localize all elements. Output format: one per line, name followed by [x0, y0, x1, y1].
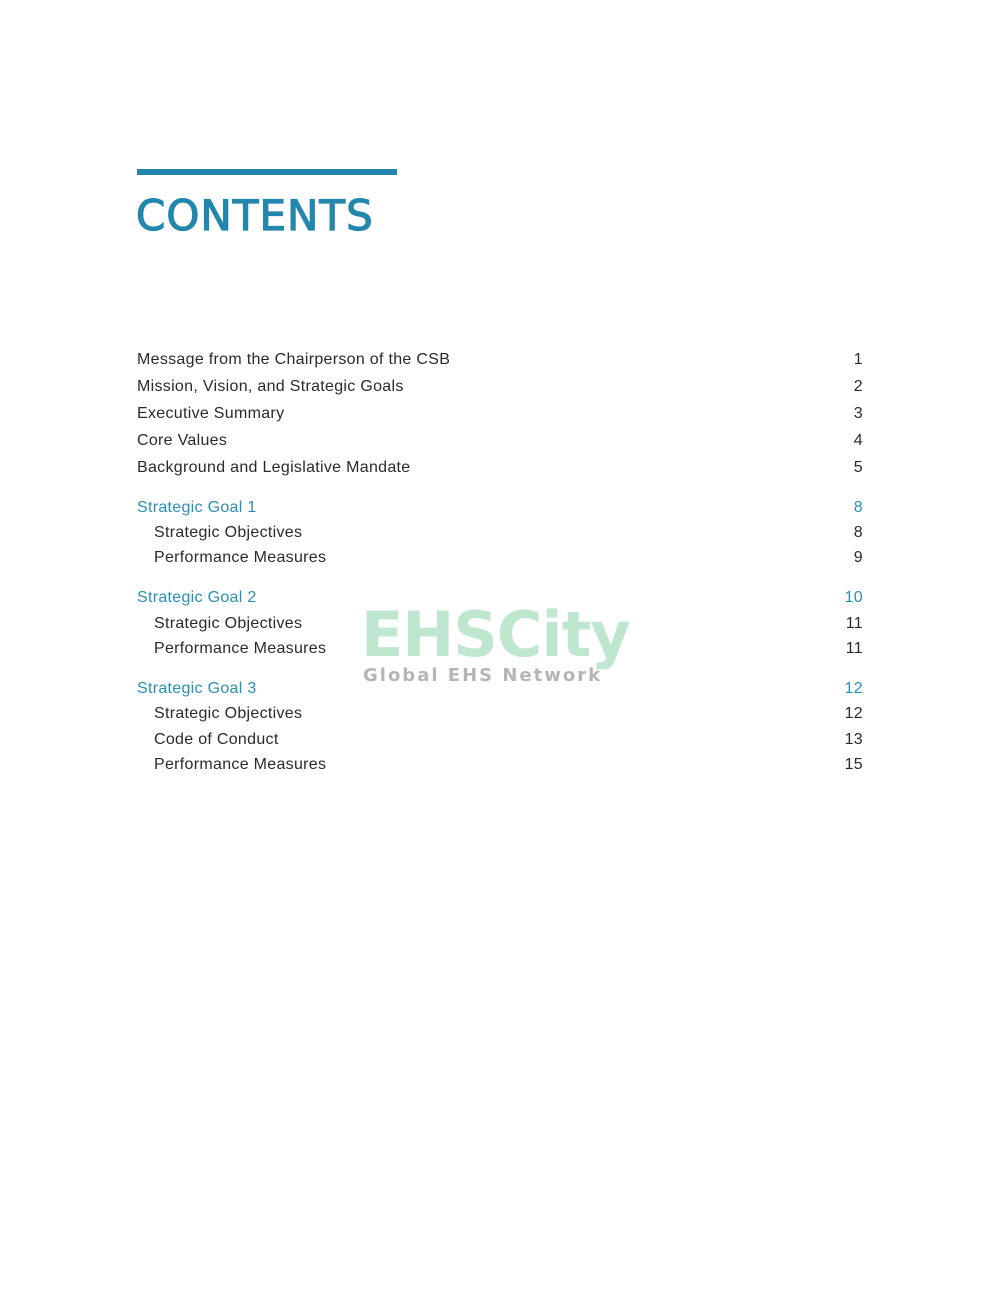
toc-entry-page-number: 1	[853, 351, 863, 368]
toc-entry-page-number: 2	[853, 378, 863, 395]
toc-entry-label: Strategic Objectives	[154, 524, 303, 541]
toc-entry-page-number: 8	[853, 524, 863, 541]
toc-entry-strategic-goal-2[interactable]	[137, 586, 863, 610]
toc-entry-page-number: 4	[853, 432, 863, 449]
toc-entry-core-values[interactable]	[137, 429, 863, 453]
toc-subentry-goal3-measures[interactable]	[137, 753, 863, 777]
toc-entry-label: Core Values	[137, 432, 228, 449]
toc-entry-label: Mission, Vision, and Strategic Goals	[137, 378, 404, 395]
toc-entry-page-number: 11	[845, 615, 863, 632]
toc-entry-label: Message from the Chairperson of the CSB	[137, 351, 451, 368]
toc-entry-label: Performance Measures	[154, 549, 327, 566]
toc-subentry-goal2-objectives[interactable]	[137, 612, 863, 636]
toc-entry-page-number: 8	[853, 499, 863, 516]
toc-subentry-goal1-measures[interactable]	[137, 546, 863, 570]
toc-entry-label: Strategic Goal 2	[137, 589, 257, 606]
toc-subentry-goal2-measures[interactable]	[137, 637, 863, 661]
toc-entry-executive-summary[interactable]	[137, 402, 863, 426]
toc-entry-label: Background and Legislative Mandate	[137, 459, 411, 476]
watermark-tagline: Global EHS Network	[363, 665, 603, 686]
toc-entry-page-number: 5	[853, 459, 863, 476]
toc-entry-page-number: 10	[844, 589, 863, 606]
toc-entry-label: Strategic Objectives	[154, 705, 303, 722]
toc-entry-page-number: 13	[844, 731, 863, 748]
toc-entry-page-number: 12	[844, 705, 863, 722]
toc-entry-strategic-goal-1[interactable]	[137, 496, 863, 520]
toc-entry-chairperson-message[interactable]	[137, 348, 863, 372]
page-title: CONTENTS	[136, 191, 374, 240]
watermark-brand: EHSCity	[361, 598, 630, 671]
toc-subentry-goal3-code-of-conduct[interactable]	[137, 728, 863, 752]
toc-entry-label: Performance Measures	[154, 756, 327, 773]
toc-subentry-goal3-objectives[interactable]	[137, 702, 863, 726]
toc-subentry-goal1-objectives[interactable]	[137, 521, 863, 545]
toc-entry-page-number: 11	[845, 640, 863, 657]
toc-entry-strategic-goal-3[interactable]	[137, 677, 863, 701]
toc-entry-label: Executive Summary	[137, 405, 285, 422]
toc-entry-background-mandate[interactable]	[137, 456, 863, 480]
toc-entry-page-number: 9	[853, 549, 863, 566]
toc-entry-label: Code of Conduct	[154, 731, 279, 748]
toc-entry-mission-vision[interactable]	[137, 375, 863, 399]
toc-entry-page-number: 3	[853, 405, 863, 422]
toc-entry-label: Strategic Goal 1	[137, 499, 257, 516]
toc-entry-page-number: 15	[844, 756, 863, 773]
toc-entry-label: Strategic Objectives	[154, 615, 303, 632]
toc-entry-page-number: 12	[844, 680, 863, 697]
title-accent-rule	[137, 169, 397, 175]
toc-entry-label: Performance Measures	[154, 640, 327, 657]
toc-entry-label: Strategic Goal 3	[137, 680, 257, 697]
